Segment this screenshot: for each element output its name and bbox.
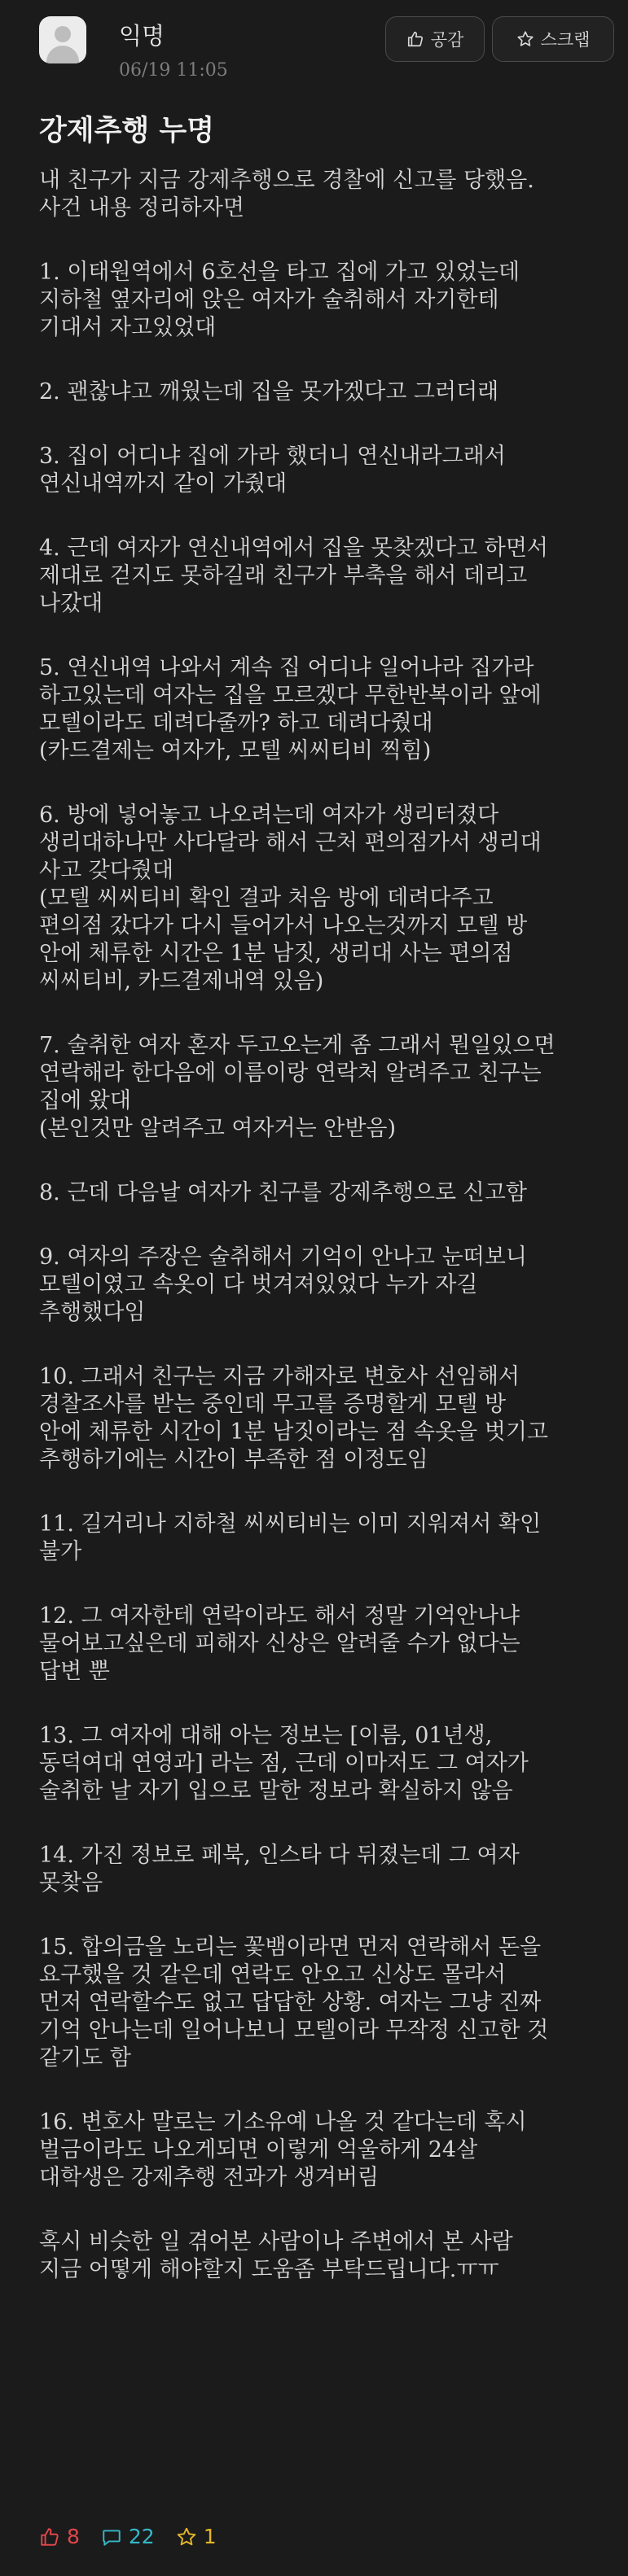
post-paragraph: 7. 술취한 여자 혼자 두고오는게 좀 그래서 뭔일있으면 연락해라 한다음에 이름이랑 연락처 알려주고 친구는 집에 왔대 (본인것만 알려주고 여자거는 안받음) [39,1033,556,1141]
post-paragraph: 9. 여자의 주장은 술취해서 기억이 안나고 눈떠보니 모텔이였고 속옷이 다 벗겨져있었다 누가 자길 추행했다임 [39,1244,527,1325]
post-title: 강제추행 누명 [39,115,215,147]
post-paragraph: 8. 근데 다음날 여자가 친구를 강제추행으로 신고함 [39,1180,527,1205]
author-name: 익명 [119,22,165,50]
avatar [39,16,86,63]
post-header [0,0,628,98]
post-paragraph: 11. 길거리나 지하철 씨씨티비는 이미 지워져서 확인 불가 [39,1511,542,1564]
post-paragraph: 16. 변호사 말로는 기소유예 나올 것 같다는데 혹시 벌금이라도 나오게되면 이렇게 억울하게 24살 대학생은 강제추행 전과가 생겨버림 [39,2110,527,2190]
post-paragraph: 6. 방에 넣어놓고 나오려는데 여자가 생리터졌다 생리대하나만 사다달라 해서 근처 편의점가서 생리대 사고 갖다줬대 (모텔 씨씨티비 확인 결과 처음 방에 데려다주고 편의점 갔다가 다시 들어가서 나오는것까지 모텔 방 안에 체류한 시간은 1분 남짓, 생리대 사는 편의점 씨씨티비, 카드결제내역 있음) [39,803,542,994]
post-paragraph: 내 친구가 지금 강제추행으로 경찰에 신고를 당했음. 사건 내용 정리하자면 [39,168,534,221]
scrap-count [176,2525,217,2548]
post-paragraph: 4. 근데 여자가 연신내역에서 집을 못찾겠다고 하면서 제대로 걷지도 못하길래 친구가 부축을 해서 데리고 나갔대 [39,536,548,616]
post-paragraph: 2. 괜찮냐고 깨웠는데 집을 못가겠다고 그러더래 [39,379,499,405]
scrap-count-value: 1 [203,2525,217,2548]
speech-bubble-icon [101,2526,122,2548]
like-button-label: 공감 [430,30,464,50]
comment-count [101,2525,155,2548]
post-paragraph: 3. 집이 어디냐 집에 가라 했더니 연신내라그래서 연신내역까지 같이 가줬대 [39,444,506,496]
post-paragraph: 10. 그래서 친구는 지금 가해자로 변호사 선임해서 경찰조사를 받는 중인데 무고를 증명할게 모텔 방 안에 체류한 시간이 1분 남짓이라는 점 속옷을 벗기고 추행하기에는 시간이 부족한 점 이정도임 [39,1364,548,1472]
star-icon [516,30,534,48]
post-date: 06/19 11:05 [119,60,228,81]
post-paragraph: 14. 가진 정보로 페북, 인스타 다 뒤졌는데 그 여자 못찾음 [39,1843,520,1896]
post-paragraph: 12. 그 여자한테 연락이라도 해서 정말 기억안나냐 물어보고싶은데 피해자 신상은 알려줄 수가 없다는 답변 뿐 [39,1603,520,1684]
post-paragraph: 혹시 비슷한 일 겪어본 사람이나 주변에서 본 사람 지금 어떻게 해야할지 도움좀 부탁드립니다.ㅠㅠ [39,2229,513,2282]
comment-count-value: 22 [128,2525,155,2548]
post-stats [39,2525,217,2548]
like-button[interactable] [385,16,485,62]
post-paragraph: 5. 연신내역 나와서 계속 집 어디냐 일어나라 집가라 하고있는데 여자는 집을 모르겠다 무한반복이라 앞에 모텔이라도 데려다줄까? 하고 데려다줬대 (카드결제는 여자가, 모텔 씨씨티비 찍힘) [39,655,542,763]
post-paragraph: 13. 그 여자에 대해 아는 정보는 [이름, 01년생, 동덕여대 연영과] 라는 점, 근데 이마저도 그 여자가 술취한 날 자기 입으로 말한 정보라 확실하지 않음 [39,1723,529,1804]
scrap-button-label: 스크랩 [540,30,591,50]
post-paragraph: 1. 이태원역에서 6호선을 타고 집에 가고 있었는데 지하철 옆자리에 앉은 여자가 술취해서 자기한테 기대서 자고있었대 [39,260,520,340]
star-icon [176,2526,197,2548]
thumbs-up-icon [406,30,424,48]
thumbs-up-icon [39,2526,60,2548]
post-body [39,167,609,2320]
post-paragraph: 15. 합의금을 노리는 꽃뱀이라면 먼저 연락해서 돈을 요구했을 것 같은데 연락도 안오고 신상도 몰라서 먼저 연락할수도 없고 답답한 상황. 여자는 그냥 진짜 기억 안나는데 일어나보니 모텔이라 무작정 신고한 것 같기도 함 [39,1935,549,2071]
scrap-button[interactable] [492,16,614,62]
like-count-value: 8 [67,2525,80,2548]
like-count [39,2525,80,2548]
